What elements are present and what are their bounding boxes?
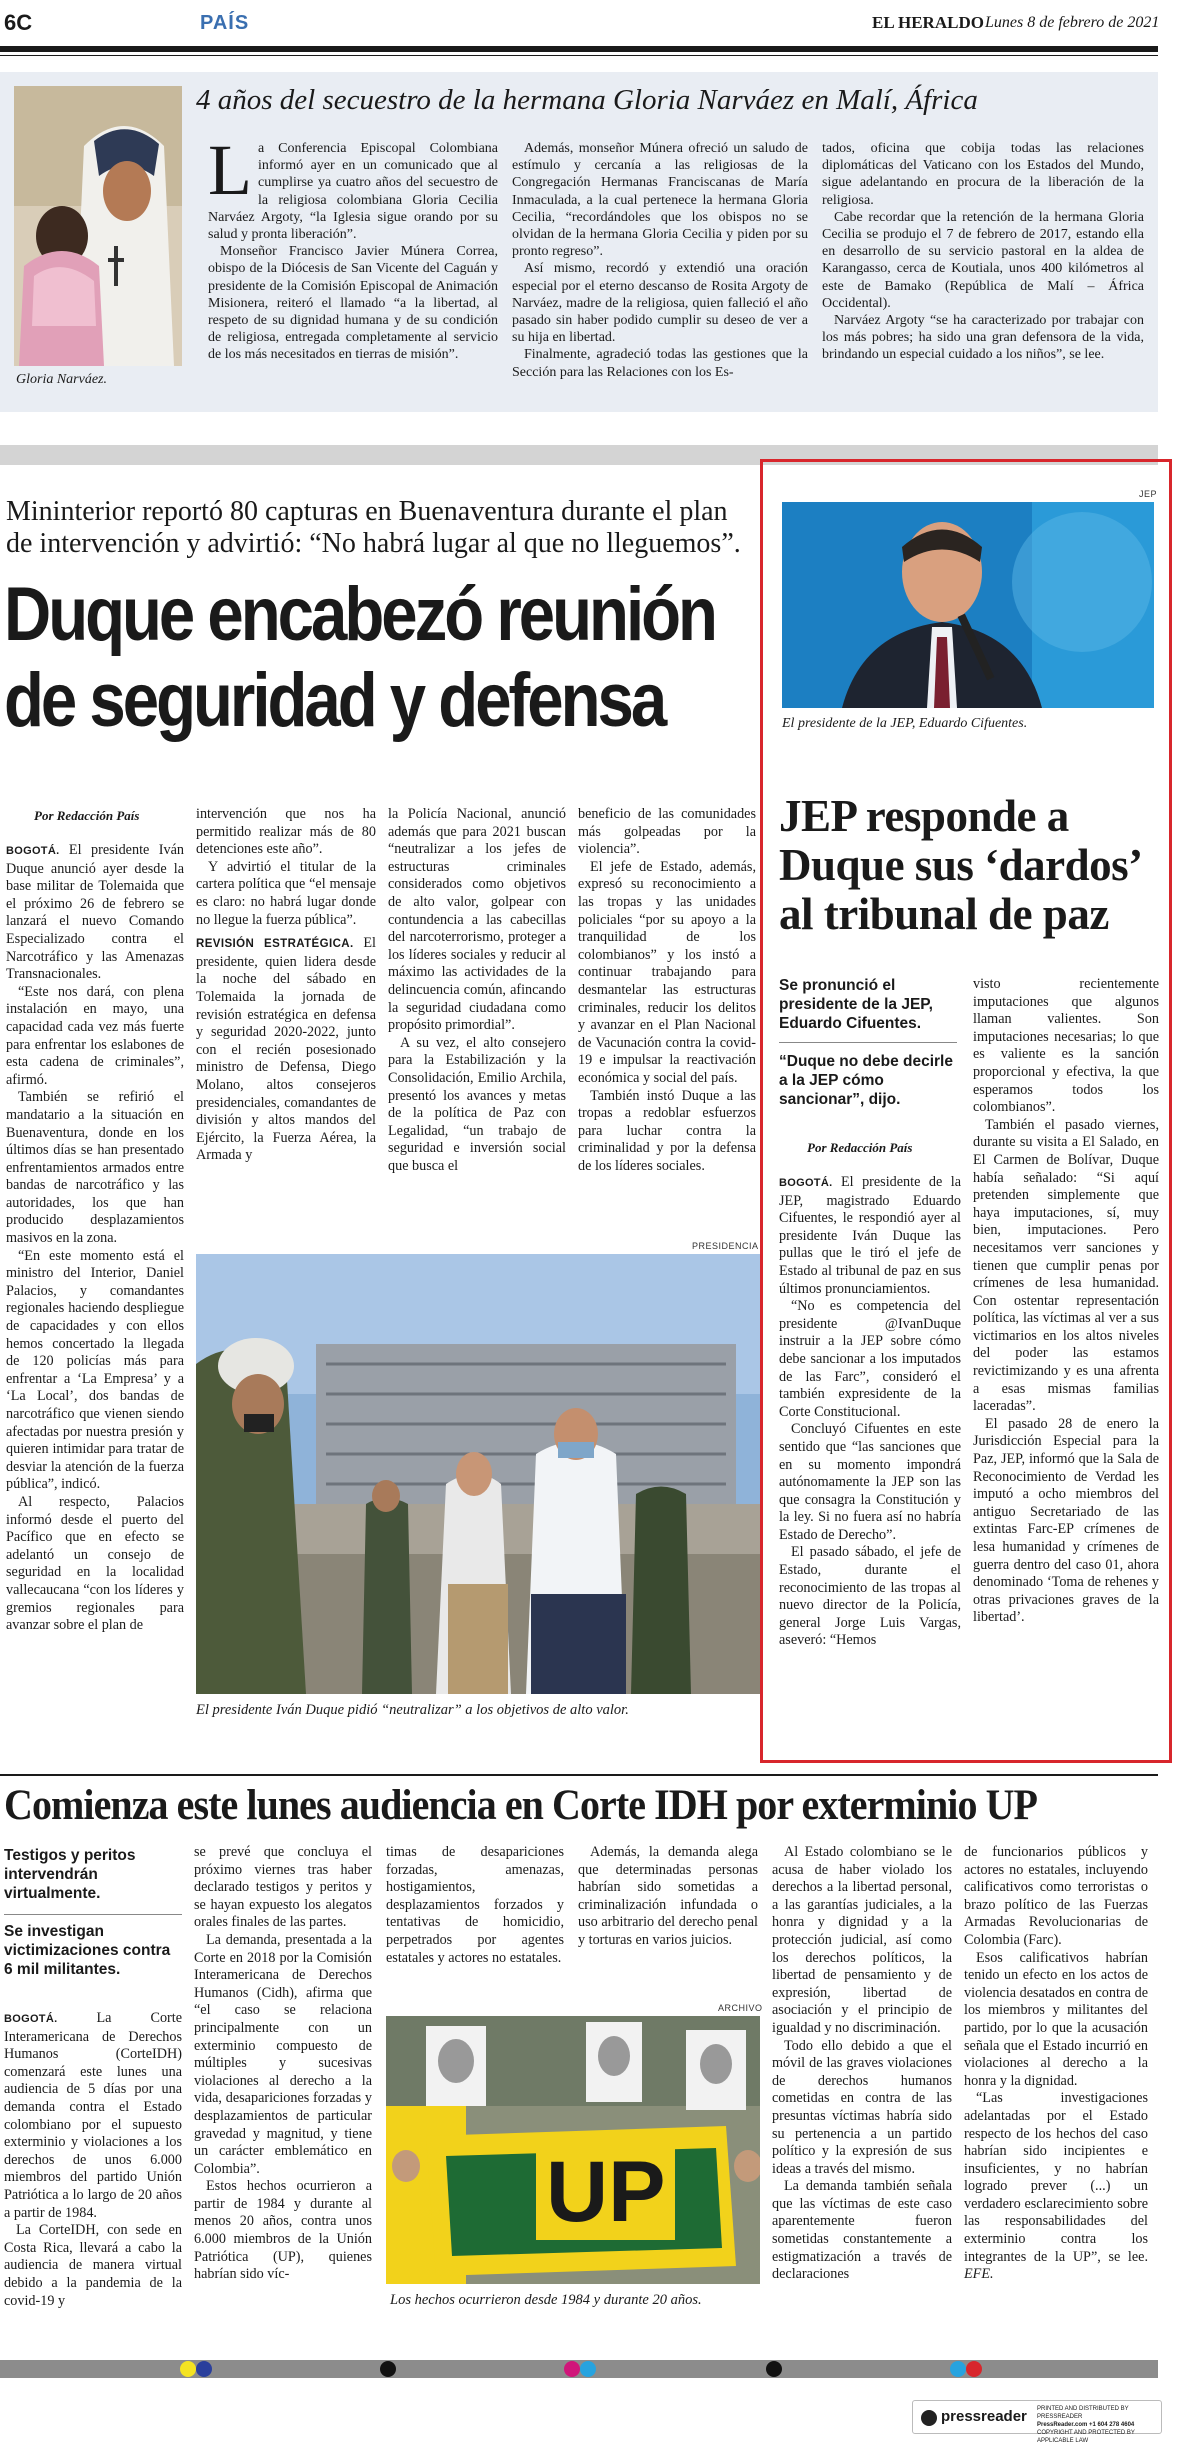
- duque-col-4: beneficio de las comunidades más golpeadas por la violencia”. El jefe de Estado, además, expresó su reconocimiento a las tropas y las unidades policiales “por su apoyo a la tranquilidad de los colombianos” y los instó a continuar trabajando para desmantelar las estructuras criminales, reducir los delitos y avanzar en el Plan Nacional de Vacunación contra la covid-19 e impulsar la reactivación económica y social del país. También instó Duque a las tropas a redoblar esfuerzos para luchar contra la criminalidad y por la defensa de los líderes sociales.: [578, 806, 756, 1174]
- paper-name: EL HERALDO: [872, 13, 984, 32]
- jep-byline: Por Redacción País: [807, 1140, 913, 1155]
- up-col-1: BOGOTÁ. La Corte Interamericana de Derechos Humanos (CorteIDH) comenzará este lunes una audiencia de 5 días por una demanda contra el Estado colombiano por el supuesto exterminio y violaciones a los derechos de unos 6.000 miembros del partido Unión Patriótica a lo largo de 20 años a partir de 1984. La CorteIDH, con sede en Costa Rica, llevará a cabo la audiencia de manera virtual debido a la pandemia de la covid-19 y: [4, 2010, 183, 2309]
- issue-date: Lunes 8 de febrero de 2021: [985, 14, 1160, 31]
- duque-col-3: la Policía Nacional, anunció además que para 2021 buscan “neutralizar a los jefes de estructuras criminales considerados como objetivos de alto valor, golpear con contundencia a las cabecillas del narcoterrorismo, proteger a los líderes sociales y reducir al máximo las actividades de la delincuencia común, afincando la seguridad ciudadana como propósito primordial”. A su vez, el alto consejero para la Estabilización y la Consolidación, Emilio Archila, presentó los avances y metas de la política de Paz con Legalidad, “un trabajo de seguridad e inversión social que busca el: [388, 806, 566, 1174]
- up-photo-caption: Los hechos ocurrieron desde 1984 y durante 20 años.: [390, 2292, 702, 2308]
- up-col-2: se prevé que concluya el próximo viernes tras haber declarado testigos y peritos y se hayan expuesto los alegatos orales finales de las partes. La demanda, presentada a la Corte en 2018 por la Comisión Interamericana de Derechos Humanos (Cidh), afirma que “el caso se relaciona principalmente con un exterminio compuesto de múltiples y sucesivas violaciones al derecho a la vida, desapariciones forzadas y desplazamientos de particular gravedad y magnitud, y tiene un carácter emblemático en Colombia”. Estos hechos ocurrieron a partir de 1984 y durante al menos 20 años, contra unos 6.000 miembros de la Unión Patriótica (UP), quienes habrían sido víc-: [194, 1844, 372, 2283]
- header-rule: [0, 46, 1158, 52]
- up-deck-rule: [4, 1914, 182, 1915]
- jep-photo-credit: JEP: [1139, 489, 1158, 499]
- duque-headline: Duque encabezó reunión de seguridad y defensa: [4, 572, 715, 743]
- up-col-4: Además, la demanda alega que determinadas personas habrían sido sometidas a criminalización infundada o uso arbitrario del derecho penal y torturas en varios juicios.: [578, 1844, 758, 1948]
- up-col-5: Al Estado colombiano se le acusa de haber violado los derechos a la libertad personal, a las garantías judiciales, a la honra y dignidad y a la protección judicial, así como los derechos políticos, la libertad de pensamiento y de expresión, libertad de asociación y el principio de igualdad y no discriminación. Todo ello debido a que el móvil de las graves violaciones de derechos humanos cometidas en contra de las presuntas víctimas habría sido su pertenencia a un partido político y la expresión de sus ideas a través del mismo. La demanda también señala que las víctimas de este caso aparentemente fueron sometidas constantemente a estigmatización a través de declaraciones: [772, 1844, 952, 2283]
- up-deck-1: Testigos y peritos intervendrán virtualmente.: [4, 1847, 136, 1902]
- pressreader-print-info: PRINTED AND DISTRIBUTED BY PRESSREADER PressReader.com +1 604 278 4604 COPYRIGHT AND PROTECTED BY APPLICABLE LAW: [1037, 2406, 1135, 2444]
- reg-dot-magenta: [564, 2361, 580, 2377]
- up-photo: [386, 2016, 760, 2284]
- up-col-3: timas de desapariciones forzadas, amenazas, hostigamientos, desplazamientos forzados y tentativas de homicidio, perpetrados por agentes estatales y actores no estatales.: [386, 1844, 564, 1966]
- duque-photo-caption: El presidente Iván Duque pidió “neutralizar” a los objetivos de alto valor.: [196, 1702, 629, 1718]
- up-headline: Comienza este lunes audiencia en Corte IDH por exterminio UP: [4, 1782, 1038, 1829]
- up-banner-text: UP: [536, 2144, 675, 2240]
- reg-dot-yellow: [180, 2361, 196, 2377]
- reg-dot-red: [966, 2361, 982, 2377]
- jep-photo-caption: El presidente de la JEP, Eduardo Cifuentes.: [782, 716, 1028, 731]
- reg-dot-cyan: [580, 2361, 596, 2377]
- duque-byline: Por Redacción País: [34, 808, 140, 823]
- jep-deck-2: “Duque no debe decirle a la JEP cómo sancionar”, dijo.: [779, 1053, 953, 1108]
- registration-bar: [0, 2360, 1158, 2378]
- reg-dot-black-2: [766, 2361, 782, 2377]
- duque-col-1: BOGOTÁ. El presidente Iván Duque anunció ayer desde la base militar de Tolemaida que el próximo 26 de febrero se lanzará el nuevo Comando Especializado contra el Narcotráfico y las Amenazas Transnacionales. “Este nos dará, con plena instalación en mayo, una capacidad cada vez más fuerte para enfrentar los eslabones de esta cadena de criminales”, afirmó. También se refirió el mandatario a la situación en Buenaventura, donde en los últimos días se han presentado enfrentamientos armados entre bandas de narcotráfico y las autoridades, los que han producido desplazamientos masivos en la zona. “En este momento está el ministro del Interior, Daniel Palacios, y comandantes regionales haciendo despliegue de capacidades y con ellos hemos concertado la llegada de 120 policías más para enfrentar a ‘La Empresa’ y a ‘La Local’, dos bandas de narcotráfico que vienen siendo afectadas por nuestra presión y quieren intimidar para tratar de desviar la atención de la fuerza pública”, indicó. Al respecto, Palacios informó desde el puerto del Pacífico que en efecto se adelantó un consejo de seguridad en la localidad vallecaucana “con los líderes y gremios regionales para avanzar sobre el plan de: [6, 842, 184, 1634]
- jep-col-2: visto recientemente imputaciones que algunos llaman valientes. Son imputaciones necesarias; lo que es valiente es la sanción proporcional y efectiva, la que esperamos todos los colombianos”. También el pasado viernes, durante su visita a El Salado, en El Carmen de Bolívar, Duque había señalado: “Si aquí pretenden simplemente que haya imputaciones, sí, muy bien, imputaciones. Pero necesitamos verr sanciones y tienen que cumplir penas por crímenes de lesa humanidad. Con ostentar representación política, las víctimas al ver a sus victimarios en los altos niveles del poder las estamos revictimizando y es una afrenta a esas mismas familias laceradas”. El pasado 28 de enero la Jurisdicción Especial para la Paz, JEP, informó que la Sala de Reconocimiento de Verdad les imputó a ocho miembros del antiguo Secretariado de las extintas Farc-EP crímenes de lesa humanidad y crímenes de guerra dentro del caso 01, ahora denominado ‘Toma de rehenes y otras privaciones graves de la libertad’.: [973, 976, 1159, 1626]
- pressreader-brand: pressreader: [941, 2408, 1027, 2425]
- page-header: [0, 0, 1188, 60]
- gloria-photo-caption: Gloria Narváez.: [16, 372, 107, 387]
- gloria-photo: [14, 86, 182, 366]
- duque-col-2: intervención que nos ha permitido realizar más de 80 detenciones este año”. Y advirtió el titular de la cartera política que “el mensaje es claro: no habrá lugar donde no llegue la fuerza pública”. REVISIÓN ESTRATÉGICA. El presidente, quien lidera desde la noche del sábado en Tolemaida la jornada de revisión estratégica en defensa y seguridad 2020-2022, junto con el recién posesionado ministro de Defensa, Diego Molano, altos consejeros presidenciales, comandantes de división y altos mandos del Ejército, la Fuerza Aérea, la Armada y: [196, 806, 376, 1164]
- jep-photo: [782, 502, 1154, 708]
- reg-dot-cyan-2: [950, 2361, 966, 2377]
- page-number: 6C: [4, 10, 33, 35]
- reg-dot-black: [380, 2361, 396, 2377]
- reg-dot-blue: [196, 2361, 212, 2377]
- gloria-col-3: tados, oficina que cobija todas las relaciones diplomáticas del Vaticano con los Estados del Mundo, sigue adelantando en procura de la liberación de la religiosa. Cabe recordar que la retención de la hermana Gloria Cecilia se produjo el 7 de febrero de 2017, estando ella en desarrollo de su servicio pastoral en la aldea de Karangasso, cerca de Koutiala, unos 400 kilómetros al este de Bamako (República de Malí – África Occidental). Narváez Argoty “se ha caracterizado por trabajar con los más pobres; ha sido una gran defensora de la vida, brindando un especial cuidado a los niños”, se lee.: [822, 141, 1144, 363]
- duque-photo-credit: PRESIDENCIA: [692, 1241, 759, 1251]
- header-rule-thin: [0, 55, 1158, 56]
- gloria-box: [0, 72, 1158, 412]
- gloria-title: 4 años del secuestro de la hermana Gloria Narváez en Malí, África: [196, 84, 978, 116]
- up-col-6: de funcionarios públicos y actores no estatales, incluyendo calificativos como terroristas o brazo político de las Fuerzas Armadas Revolucionarias de Colombia (Farc). Esos calificativos habrían tenido un efecto en los actos de violencia desatados en contra de los miembros y militantes del partido, por lo que la acusación señala que el Estado incurrió en violaciones al derecho a la honra y la dignidad. “Las investigaciones adelantadas por el Estado respecto de los hechos del caso habrían sido incipientes e insuficientes, y no habrían logrado prever (...) un verdadero esclarecimiento sobre las responsabilidades del exterminio contra los integrantes de la UP”, se lee. EFE.: [964, 1844, 1148, 2283]
- jep-deck-1: Se pronunció el presidente de la JEP, Eduardo Cifuentes.: [779, 977, 933, 1032]
- up-deck-2: Se investigan victimizaciones contra 6 mil militantes.: [4, 1923, 171, 1978]
- jep-col-1: BOGOTÁ. El presidente de la JEP, magistrado Eduardo Cifuentes, le respondió ayer al presidente Iván Duque las pullas que le tiró el jefe de Estado al tribunal de paz en sus últimos pronunciamientos. “No es competencia del presidente @IvanDuque instruir a la JEP sobre cómo debe sancionar a los imputados de las Farc”, consideró el también expresidente de la Corte Constitucional. Concluyó Cifuentes en este sentido que “las sanciones que en su momento impondrá autónomamente la JEP son las que consagra la Constitución y la ley. Si no fuera así no habría Estado de Derecho”. El pasado sábado, el jefe de Estado, durante el reconocimiento de las tropas al nuevo director de la Policía, general Jorge Luis Vargas, aseveró: “Hemos: [779, 1174, 962, 1649]
- duque-kicker: Mininterior reportó 80 capturas en Buenaventura durante el plan de intervención y advirtió: “No habrá lugar al que no lleguemos”.: [6, 496, 741, 559]
- section-name: PAÍS: [200, 12, 250, 34]
- drop-cap: L: [208, 130, 252, 210]
- pressreader-badge[interactable]: [912, 2400, 1162, 2444]
- up-top-rule: [0, 1774, 1158, 1776]
- jep-box: [760, 459, 1172, 1763]
- up-photo-credit: ARCHIVO: [718, 2003, 763, 2013]
- gloria-col-2: Además, monseñor Múnera ofreció un saludo de estímulo y cercanía a las religiosas de la Congregación Hermanas Franciscanas de María Inmaculada, a la cual pertenece la hermana Gloria Cecilia, “recordándoles que los obispos no se olvidan de la hermana Gloria Cecilia y piden por su pronto regreso”. Así mismo, recordó y extendió una oración especial por el eterno descanso de Rosita Argoty de Narváez, madre de la religiosa, quien falleció el año pasado sin haber podido cumplir su deseo de ver a su hija en libertad. Finalmente, agradeció todas las gestiones que la Sección para las Relaciones con los Es-: [512, 141, 808, 380]
- pressreader-logo-icon: [921, 2410, 937, 2426]
- jep-headline: JEP responde a Duque sus ‘dardos’ al tribunal de paz: [779, 791, 1143, 939]
- gloria-col-1: La Conferencia Episcopal Colombiana informó ayer en un comunicado que al cumplirse ya cuatro años del secuestro de la religiosa colombiana Gloria Cecilia Narváez Argoty, “la Iglesia sigue orando por su salud y pronta liberación”. Monseñor Francisco Javier Múnera Correa, obispo de la Diócesis de San Vicente del Caguán y presidente de la Comisión Episcopal de Animación Misionera, reiteró el llamado “a la libertad, al respeto de su dignidad humana y de su condición de religiosa, entregada completamente al servicio de los más necesitados en tierras de misión”.: [208, 130, 498, 363]
- jep-deck-rule: [779, 1042, 957, 1043]
- duque-photo: [196, 1254, 760, 1694]
